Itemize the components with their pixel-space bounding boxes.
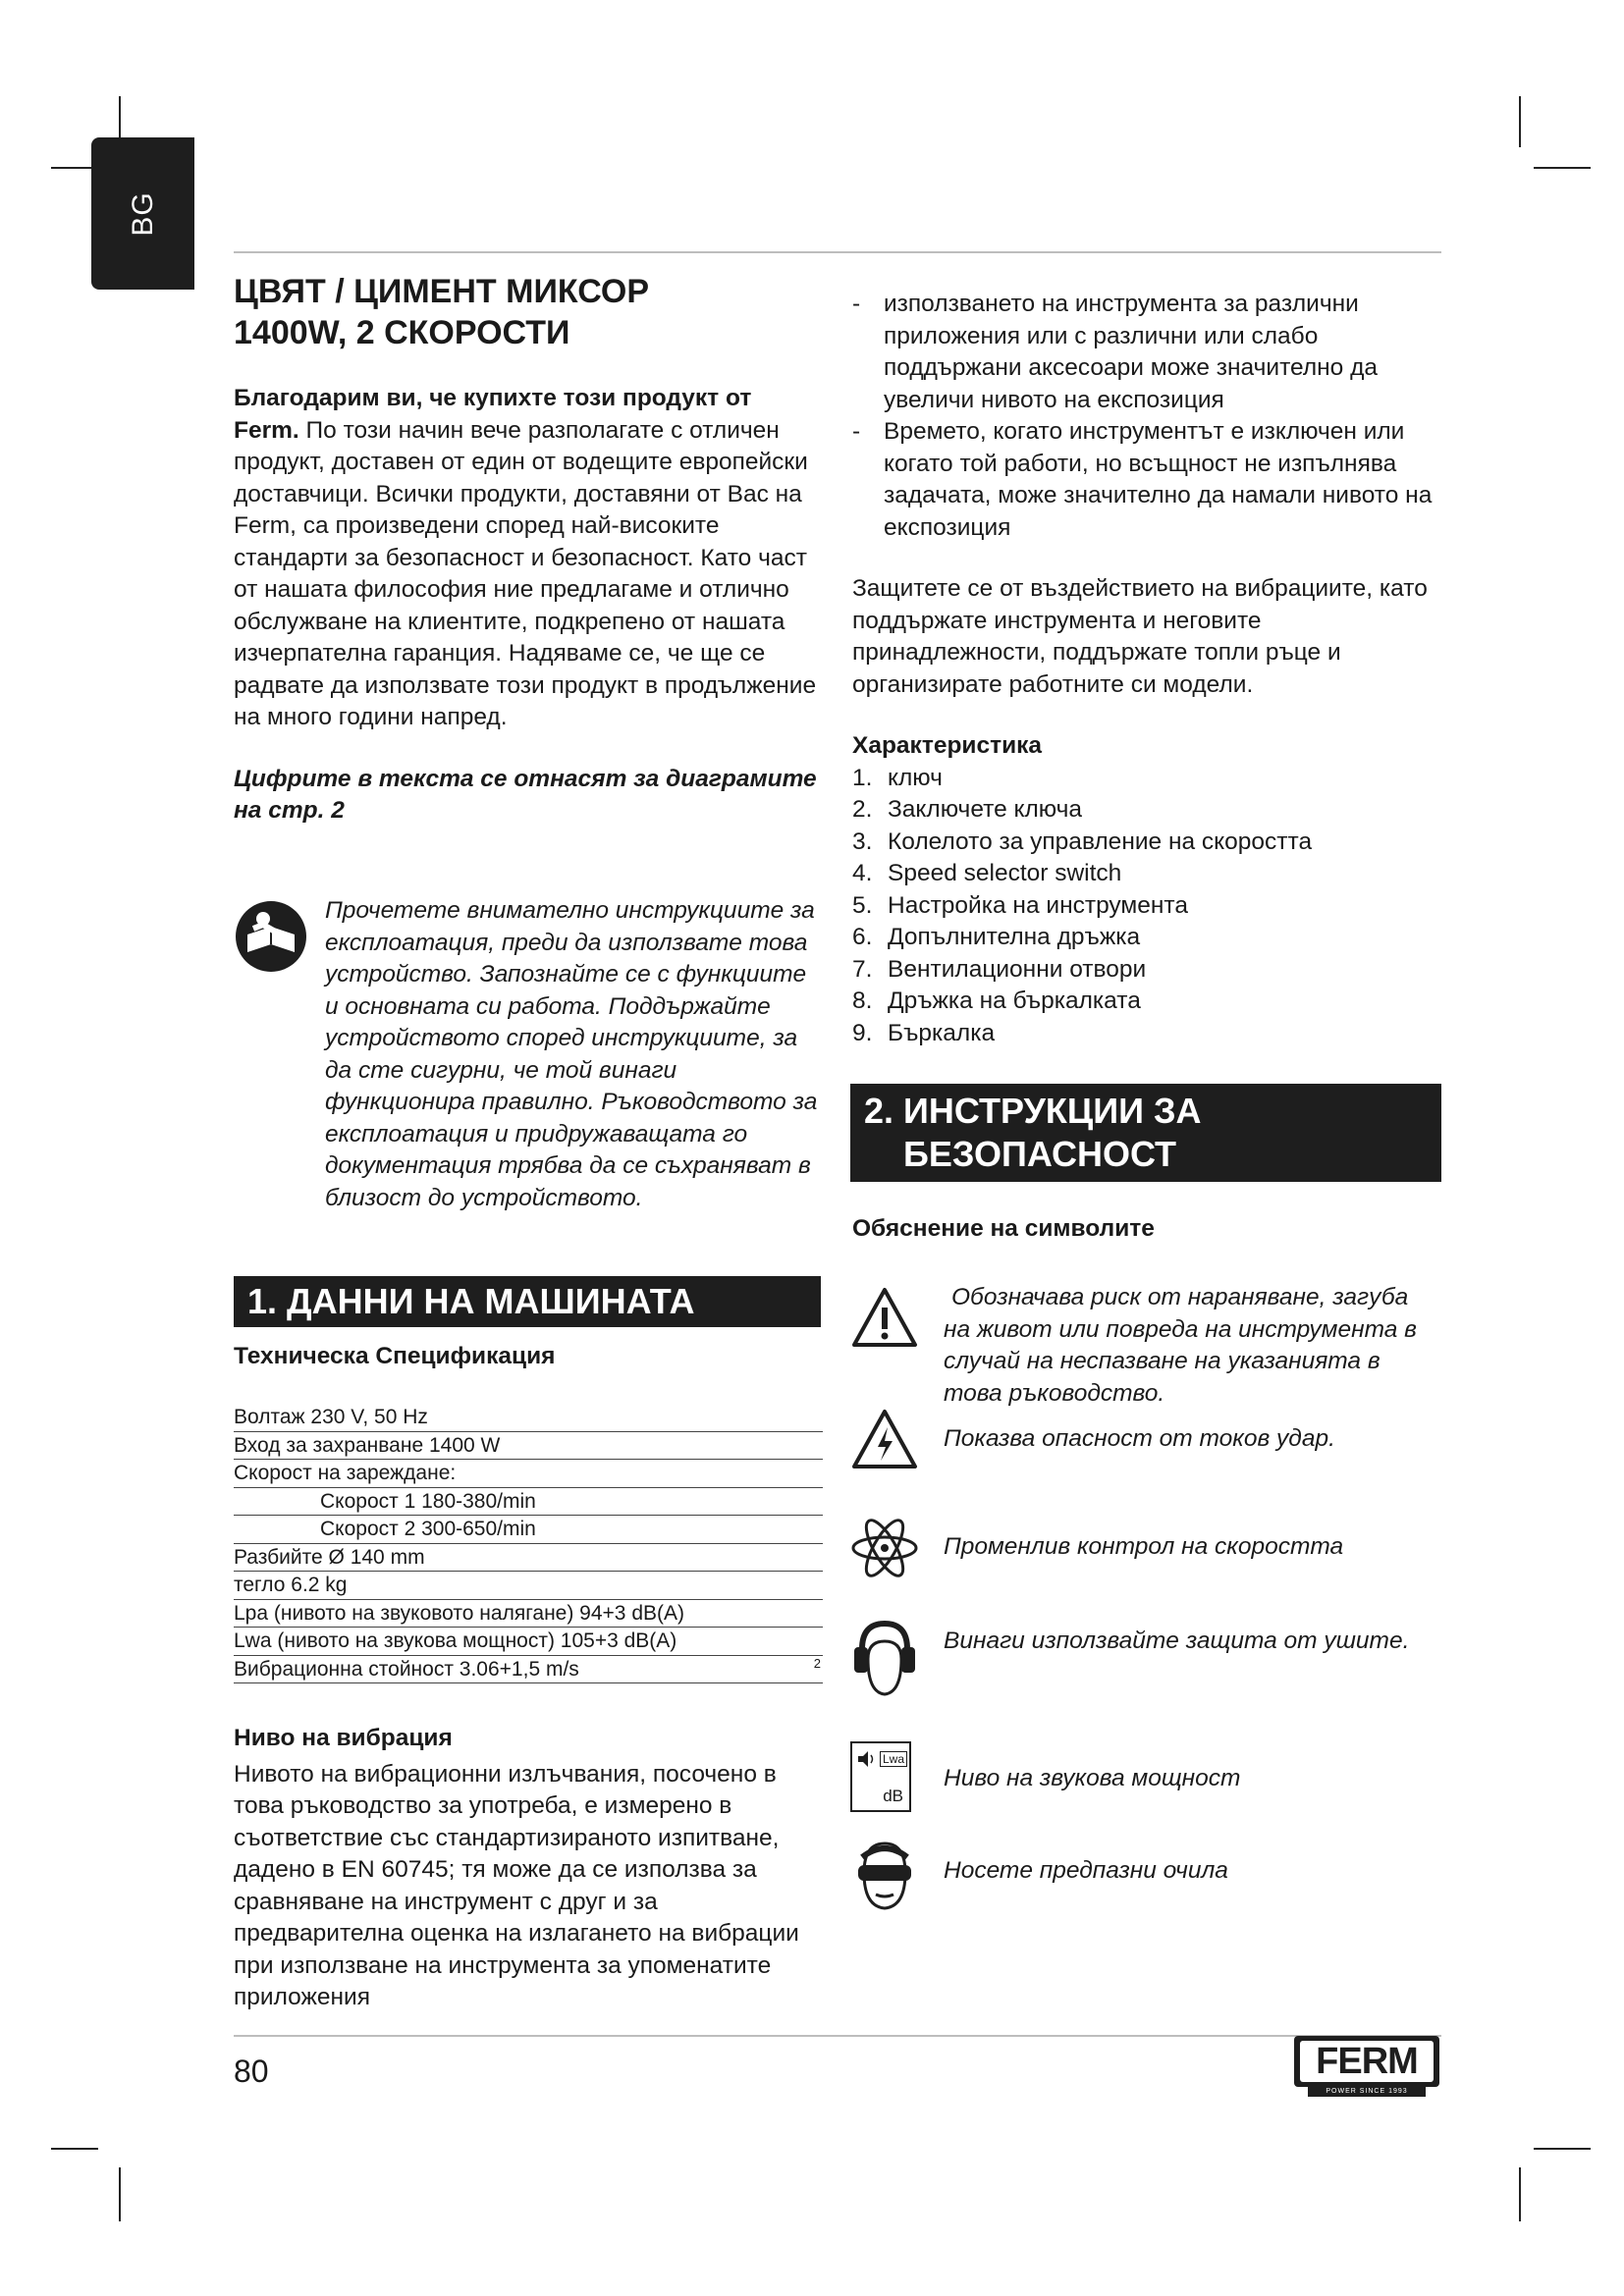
read-manual-text: Прочетете внимателно инструкциите за експлоатация, преди да използвате това устройство. Запознайте се с функциите и основната си работа. Поддържайте устройството според инструкциите, за да сте сигурни, че той винаги функционира правилно. Ръководството за експлоатация и придружаващата го документация трябва да се съхраняват в близост до устройството. (325, 897, 818, 1211)
ferm-logo (1294, 2036, 1439, 2099)
symbol-text-sound: Ниво на звукова мощност (944, 1765, 1241, 1791)
speaker-icon (856, 1749, 878, 1769)
list-item: 2. Заключете ключа (852, 796, 1083, 823)
footer-rule (234, 2035, 1441, 2037)
section-1-heading: 1. ДАННИ НА МАШИНАТА (234, 1276, 821, 1327)
safety-goggles-icon (850, 1838, 919, 1912)
spec-row-speed-label: Скорост на зареждане: (234, 1460, 823, 1488)
spec-row-speed-1: Скорост 1 180-380/min (234, 1488, 823, 1517)
logo-brand: FERM (1316, 2041, 1418, 2082)
list-item: 9. Бъркалка (852, 1019, 996, 1046)
figures-note: Цифрите в текста се отнасят за диаграмите на стр. 2 (234, 765, 817, 824)
intro-bold: Благодарим ви, че купихте този продукт от Ferm. (234, 385, 752, 444)
left-column (234, 271, 823, 828)
spec-row-power: Вход за захранване 1400 W (234, 1432, 823, 1461)
list-item: 5. Настройка на инструмента (852, 891, 1188, 919)
spec-row-diameter: Разбийте Ø 140 mm (234, 1544, 823, 1573)
crop-mark (1519, 2167, 1521, 2221)
warning-icon (850, 1284, 919, 1353)
list-item: 6. Допълнителна дръжка (852, 924, 1141, 950)
sound-power-icon (850, 1741, 911, 1812)
right-column (852, 289, 1451, 1049)
spec-row-lpa: Lpa (нивото на звуковото налягане) 94+3 dB(A) (234, 1600, 823, 1629)
features-heading: Характеристика (852, 732, 1043, 759)
title-line-1: ЦВЯТ / ЦИМЕНТ МИКСОР (234, 273, 650, 310)
spec-row-lwa: Lwa (нивото на звукова мощност) 105+3 dB(A) (234, 1628, 823, 1656)
symbols-heading: Обяснение на символите (852, 1215, 1155, 1242)
symbol-text-speed: Променлив контрол на скоростта (944, 1533, 1344, 1560)
bullet-text: използването на инструмента за различни приложения или с различни или слабо поддържани аксесоари може значително да увеличи нивото на експозиция (884, 291, 1379, 413)
spec-row-weight: тегло 6.2 kg (234, 1572, 823, 1600)
list-item: 3. Колелото за управление на скоростта (852, 828, 1313, 855)
bullet-text: Времето, когато инструментът е изключен или когато той работи, но всъщност не изпълнява задачата, може значително да намали нивото на експозиция (884, 418, 1433, 541)
crop-mark (51, 2148, 98, 2150)
logo-tagline: POWER SINCE 1993 (1308, 2087, 1426, 2097)
spec-heading: Техническа Спецификация (234, 1343, 556, 1369)
bullet-item: - използването на инструмента за различни приложения или с различни или слабо поддържани аксесоари може значително да увеличи нивото на експозиция (852, 289, 1451, 416)
list-item: 8. Дръжка на бъркалката (852, 988, 1141, 1014)
language-tab (91, 137, 194, 290)
read-manual-icon (234, 899, 308, 974)
section-2-line-1: 2. ИНСТРУКЦИИ ЗА (864, 1091, 1202, 1131)
crop-mark (1534, 167, 1591, 169)
symbol-text-warning: Обозначава риск от нараняване, загуба на живот или повреда на инструмента в случай на неспазване на указанията в това ръководство. (944, 1284, 1417, 1407)
spec-row-voltage: Волтаж 230 V, 50 Hz (234, 1404, 823, 1432)
ear-protection-icon (850, 1620, 919, 1698)
spec-superscript: 2 (813, 1655, 821, 1671)
symbol-text-electric: Показва опасност от токов удар. (944, 1425, 1335, 1452)
crop-mark (119, 2167, 121, 2221)
vibration-text: Нивото на вибрационни излъчвания, посочено в това ръководство за употреба, е измерено в съответствие със стандартизираното изпитване, дадено в EN 60745; тя може да се използва за сравняване на инструмент с друг и за предварителна оценка на излагането на вибрации при използване на инструмента за упоменатите приложения (234, 1760, 799, 2010)
document-title (234, 271, 823, 353)
intro-paragraph (234, 383, 823, 734)
lwa-label: Lwa (880, 1751, 907, 1767)
spec-row-speed-2: Скорост 2 300-650/min (234, 1516, 823, 1544)
crop-mark (1534, 2148, 1591, 2150)
features-list (852, 763, 1451, 1050)
section-2-heading (850, 1084, 1441, 1182)
list-item: 1. ключ (852, 764, 943, 791)
symbol-text-goggles: Носете предпазни очила (944, 1857, 1228, 1884)
spec-row-vibration (234, 1656, 823, 1684)
header-rule (234, 251, 1441, 253)
speed-control-icon (850, 1514, 919, 1582)
page-number: 80 (234, 2054, 269, 2089)
bullet-item: - Времето, когато инструментът е изключен или когато той работи, но всъщност не изпълнява задачата, може значително да намали нивото на експозиция (852, 416, 1451, 544)
spec-vibration-text: Вибрационна стойност 3.06+1,5 m/s (234, 1657, 579, 1681)
title-line-2: 1400W, 2 СКОРОСТИ (234, 314, 570, 351)
vibration-section (234, 1723, 823, 2014)
db-label: dB (883, 1787, 903, 1805)
vibration-heading: Ниво на вибрация (234, 1725, 453, 1751)
intro-text: По този начин вече разполагате с отличен продукт, доставен от един от водещите европейски доставчици. Всички продукти, доставяни от Вас на Ferm, са произведени според най-високите стандарти за безопасност и безопасност. Като част от нашата философия ние предлагаме и отлично обслужване на клиентите, подкрепено от нашата изчерпателна гаранция. Надяваме се, че ще се радвате да използвате този продукт в продължение на много години напред. (234, 416, 817, 730)
protect-paragraph: Защитете се от въздействието на вибрациите, като поддържате инструмента и неговите принадлежности, поддържате топли ръце и организирате работните си модели. (852, 575, 1428, 698)
list-item: 4. Speed selector switch (852, 860, 1122, 886)
crop-mark (1519, 96, 1521, 147)
list-item: 7. Вентилационни отвори (852, 955, 1147, 983)
language-tab-label: BG (126, 190, 159, 237)
section-2-line-2: БЕЗОПАСНОСТ (903, 1134, 1177, 1174)
spec-table (234, 1404, 823, 1683)
electric-shock-icon (850, 1406, 919, 1474)
symbols-list (850, 1282, 1439, 1969)
read-manual-block (234, 895, 823, 1249)
symbol-text-ear: Винаги използвайте защита от ушите. (944, 1628, 1410, 1654)
